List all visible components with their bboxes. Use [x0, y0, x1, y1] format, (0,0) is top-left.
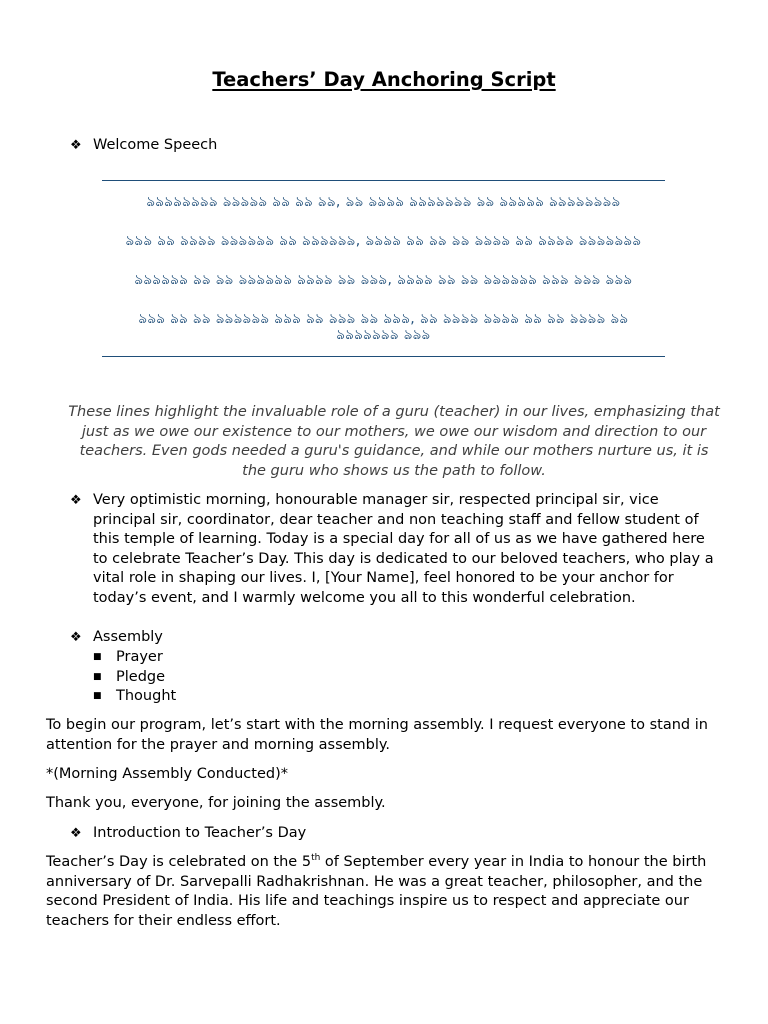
square-bullet-icon: ■ [93, 652, 102, 662]
page-title: Teachers’ Day Anchoring Script [212, 68, 556, 91]
verse-line: ঌঌঌ ঌঌ ঌঌ ঌঌঌঌঌঌ ঌঌঌ ঌঌ ঌঌঌ ঌঌ ঌঌঌ, ঌঌ ঌঌঌঌ ঌঌঌঌ ঌঌ ঌঌ ঌঌঌঌ ঌঌ ঌঌঌঌঌঌঌ ঌঌঌ [138, 311, 629, 343]
intro-heading [70, 824, 306, 844]
diamond-bullet-icon: ❖ [70, 630, 82, 645]
square-bullet-icon: ■ [93, 672, 102, 682]
list-item [93, 668, 165, 688]
assembly-heading-text: Assembly [93, 629, 163, 645]
welcome-heading [70, 136, 217, 156]
welcome-heading-text: Welcome Speech [93, 137, 218, 153]
intro-heading-text: Introduction to Teacher’s Day [93, 825, 307, 841]
list-item-text: Pledge [116, 669, 166, 685]
verse-line: ঌঌঌঌঌঌঌঌ ঌঌঌঌঌ ঌঌ ঌঌ ঌঌ, ঌঌ ঌঌঌঌ ঌঌঌঌঌঌঌ ঌঌ ঌঌঌঌঌ ঌঌঌঌঌঌঌঌ [146, 194, 621, 210]
list-item-text: Thought [116, 688, 177, 704]
diamond-bullet-icon: ❖ [70, 493, 82, 508]
assembly-thanks: Thank you, everyone, for joining the assembly. [46, 795, 386, 811]
verse-line: ঌঌঌঌঌঌ ঌঌ ঌঌ ঌঌঌঌঌঌ ঌঌঌঌ ঌঌ ঌঌঌ, ঌঌঌঌ ঌঌ ঌঌ ঌঌঌঌঌঌ ঌঌঌ ঌঌঌ ঌঌঌ [134, 272, 633, 288]
square-bullet-icon: ■ [93, 691, 102, 701]
intro-text-end: of September every year in India to honour the birth anniversary of Dr. Sarvepalli Radhakrishnan. He was a great teacher, philosopher, and the second President of India. His life and teachings inspire us to respect and appreciate our teachers for their endless effort. [46, 854, 707, 929]
ordinal-suffix: th [311, 853, 321, 864]
diamond-bullet-icon: ❖ [70, 138, 82, 153]
intro-paragraph [46, 853, 726, 931]
verse-line: ঌঌঌ ঌঌ ঌঌঌঌ ঌঌঌঌঌঌ ঌঌ ঌঌঌঌঌঌ, ঌঌঌঌ ঌঌ ঌঌ ঌঌ ঌঌঌঌ ঌঌ ঌঌঌঌ ঌঌঌঌঌঌঌ [125, 233, 642, 249]
list-item-text: Prayer [116, 649, 163, 665]
welcome-paragraph [70, 491, 730, 609]
assembly-note: *(Morning Assembly Conducted)* [46, 766, 288, 782]
assembly-intro-paragraph: To begin our program, let’s start with the morning assembly. I request everyone to stand in attention for the prayer and morning assembly. [46, 717, 708, 753]
welcome-paragraph-text: Very optimistic morning, honourable manager sir, respected principal sir, vice principal sir, coordinator, dear teacher and non teaching staff and fellow student of this temple of learning. Today is a special day for all of us as we have gathered here to celebrate Teacher’s Day. This day is dedicated to our beloved teachers, who play a vital role in shaping our lives. I, [Your Name], feel honored to be your anchor for today’s event, and I warmly welcome you all to this wonderful celebration. [93, 492, 714, 606]
verse-box [102, 180, 665, 357]
intro-text-start: Teacher’s Day is celebrated on the 5 [46, 854, 312, 870]
assembly-heading [70, 628, 163, 648]
list-item [93, 648, 163, 668]
list-item [93, 687, 176, 707]
diamond-bullet-icon: ❖ [70, 826, 82, 841]
verse-explanation: These lines highlight the invaluable role of a guru (teacher) in our lives, emphasizing that just as we owe our existence to our mothers, we owe our wisdom and direction to our teachers. Even gods needed a guru's guidance, and while our mothers nurture us, it is the guru who shows us the path to follow. [68, 404, 720, 480]
